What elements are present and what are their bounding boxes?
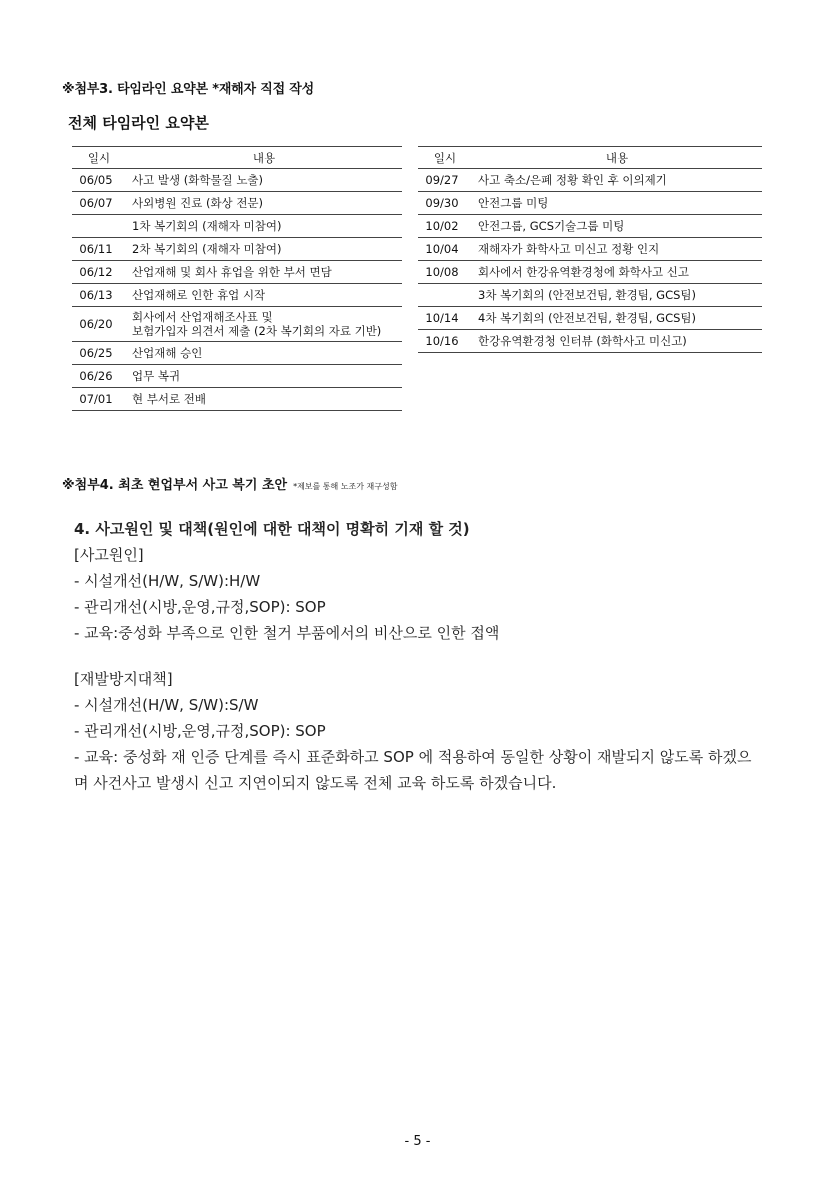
- table-row: [72, 238, 402, 261]
- table-row: [72, 342, 402, 365]
- section-title: 4. 사고원인 및 대책(원인에 대한 대책이 명확히 기재 할 것): [74, 520, 470, 538]
- attachment4-note: *제보를 통해 노조가 재구성함: [293, 482, 398, 491]
- column-header-date: 일시: [72, 147, 126, 169]
- row-content: 사고 발생 (화학물질 노출): [126, 169, 402, 192]
- cause-item: - 시설개선(H/W, S/W):H/W: [74, 572, 261, 590]
- row-content: 안전그룹, GCS기술그룹 미팅: [472, 215, 762, 238]
- row-date: 06/11: [72, 238, 126, 261]
- table-row: [418, 192, 762, 215]
- row-date: 10/04: [418, 238, 472, 261]
- row-date: 06/13: [72, 284, 126, 307]
- table-row: [418, 238, 762, 261]
- row-content: 한강유역환경청 인터뷰 (화학사고 미신고): [472, 330, 762, 353]
- row-content: 산업재해 및 회사 휴업을 위한 부서 면담: [126, 261, 402, 284]
- timeline-title: 전체 타임라인 요약본: [68, 114, 209, 132]
- table-row: [72, 169, 402, 192]
- row-content: 2차 복기회의 (재해자 미참여): [126, 238, 402, 261]
- row-content: [126, 307, 402, 342]
- row-date: 06/05: [72, 169, 126, 192]
- column-header-content: 내용: [126, 147, 402, 169]
- row-date: 06/12: [72, 261, 126, 284]
- table-row: [72, 284, 402, 307]
- table-row: [418, 261, 762, 284]
- row-date: 10/02: [418, 215, 472, 238]
- row-content: 업무 복귀: [126, 365, 402, 388]
- row-content: 4차 복기회의 (안전보건팀, 환경팀, GCS팀): [472, 307, 762, 330]
- timeline-table-left: [72, 146, 402, 411]
- row-content: 사고 축소/은폐 정황 확인 후 이의제기: [472, 169, 762, 192]
- table-header-row: [72, 147, 402, 169]
- row-content: 산업재해 승인: [126, 342, 402, 365]
- row-content: 산업재해로 인한 휴업 시작: [126, 284, 402, 307]
- attachment4-heading-text: ※첨부4. 최초 현업부서 사고 복기 초안: [62, 478, 288, 493]
- prevention-item: - 시설개선(H/W, S/W):S/W: [74, 696, 259, 714]
- row-content: 사외병원 진료 (화상 전문): [126, 192, 402, 215]
- spacer: [74, 646, 774, 666]
- row-date: 09/27: [418, 169, 472, 192]
- table-row: [418, 284, 762, 307]
- row-content: 3차 복기회의 (안전보건팀, 환경팀, GCS팀): [472, 284, 762, 307]
- table-row: [418, 307, 762, 330]
- row-content: 안전그룹 미팅: [472, 192, 762, 215]
- row-date: 06/25: [72, 342, 126, 365]
- row-content-line-2: 보험가입자 의견서 제출 (2차 복기회의 자료 기반): [132, 324, 382, 338]
- table-row: [72, 215, 402, 238]
- cause-item: - 교육:중성화 부족으로 인한 철거 부품에서의 비산으로 인한 접액: [74, 624, 500, 642]
- prevention-label: [재발방지대책]: [74, 670, 173, 688]
- table-row: [72, 388, 402, 411]
- attachment4-heading: [62, 474, 397, 493]
- prevention-item: - 교육: 중성화 재 인증 단계를 즉시 표준화하고 SOP 에 적용하여 동일한 상황이 재발되지 않도록 하겠으며 사건사고 발생시 신고 지연이되지 않도록 전체 교육 하도록 하겠습니다.: [74, 748, 752, 792]
- row-date: 10/08: [418, 261, 472, 284]
- attachment3-heading: ※첨부3. 타임라인 요약본 *재해자 직접 작성: [62, 82, 314, 97]
- table-row: [72, 192, 402, 215]
- table-row: [72, 261, 402, 284]
- row-content: 회사에서 한강유역환경청에 화학사고 신고: [472, 261, 762, 284]
- row-date: 06/20: [72, 307, 126, 342]
- timeline-table-right: [418, 146, 762, 353]
- row-date: 10/16: [418, 330, 472, 353]
- accident-review-section: [74, 516, 774, 796]
- row-date: [72, 215, 126, 238]
- prevention-item: - 관리개선(시방,운영,규정,SOP): SOP: [74, 722, 326, 740]
- column-header-date: 일시: [418, 147, 472, 169]
- table-row: [72, 365, 402, 388]
- row-date: 06/26: [72, 365, 126, 388]
- row-date: [418, 284, 472, 307]
- page-number: - 5 -: [404, 1134, 431, 1149]
- table-row: [418, 169, 762, 192]
- cause-item: - 관리개선(시방,운영,규정,SOP): SOP: [74, 598, 326, 616]
- column-header-content: 내용: [472, 147, 762, 169]
- row-date: 10/14: [418, 307, 472, 330]
- table-row: [72, 307, 402, 342]
- row-content: 현 부서로 전배: [126, 388, 402, 411]
- table-row: [418, 215, 762, 238]
- row-date: 09/30: [418, 192, 472, 215]
- row-content: 재해자가 화학사고 미신고 정황 인지: [472, 238, 762, 261]
- row-date: 07/01: [72, 388, 126, 411]
- row-date: 06/07: [72, 192, 126, 215]
- cause-label: [사고원인]: [74, 546, 144, 564]
- row-content-line-1: 회사에서 산업재해조사표 및: [132, 310, 273, 324]
- table-row: [418, 330, 762, 353]
- row-content: 1차 복기회의 (재해자 미참여): [126, 215, 402, 238]
- table-header-row: [418, 147, 762, 169]
